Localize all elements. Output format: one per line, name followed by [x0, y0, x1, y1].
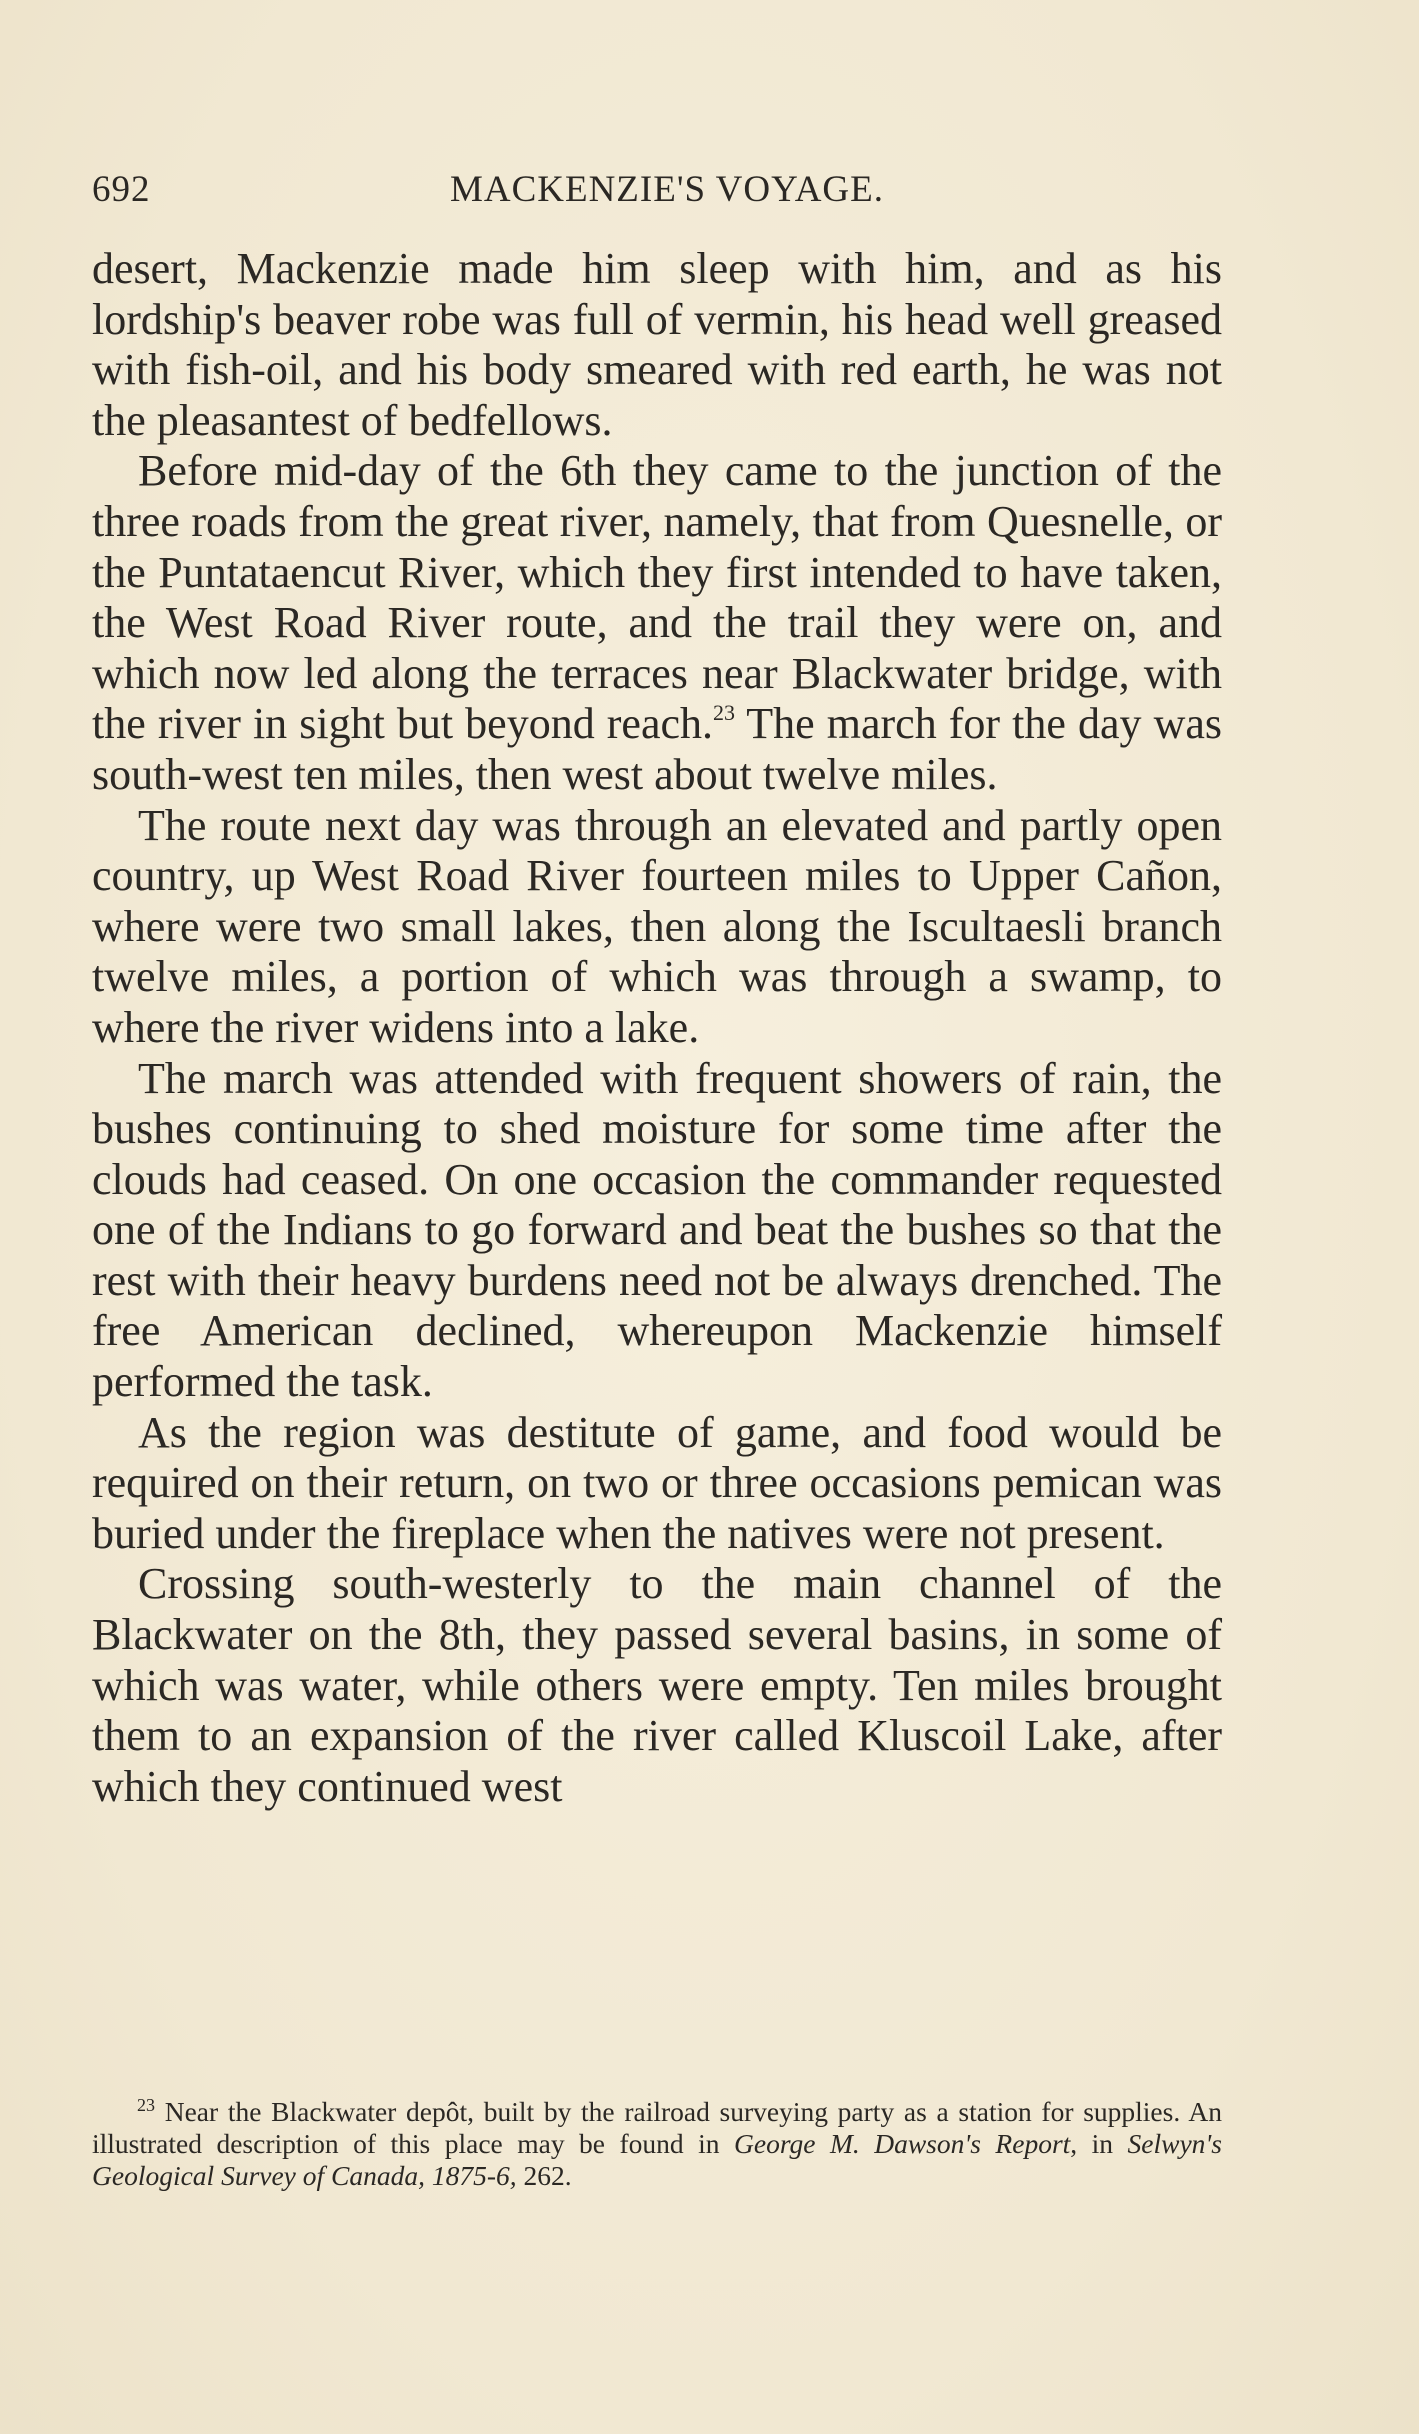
paragraph-text: As the region was destitute of game, and food would be required on their return, on two or three occasions pemican was buried under the fireplace when the natives were not present. — [92, 1407, 1222, 1558]
footnote-text: 262. — [516, 2160, 572, 2191]
page-header — [92, 168, 1222, 208]
paragraph — [92, 1054, 1222, 1408]
paragraph-text: Crossing south-westerly to the main channel of the Blackwater on the 8th, they passed several basins, in some of which was water, while others were empty. Ten miles brought them to an expansion of the river called Kluscoil Lake, after which they continued west — [92, 1559, 1222, 1811]
footnote-citation-author: George M. Dawson's Report — [734, 2128, 1071, 2159]
paragraph — [92, 1408, 1222, 1560]
paragraph — [92, 1559, 1222, 1812]
paragraph-text: The march was attended with frequent showers of rain, the bushes continuing to shed moisture for some time after the clouds had ceased. On one occasion the commander requested one of the Indians to go forward and beat the bushes so that the rest with their heavy burdens need not be always drenched. The free American declined, whereupon Mackenzie himself performed the task. — [92, 1053, 1222, 1407]
paragraph — [92, 801, 1222, 1054]
running-head: MACKENZIE'S VOYAGE. — [449, 169, 885, 210]
paragraph — [92, 244, 1222, 446]
paragraph-text: Before mid-day of the 6th they came to the junction of the three roads from the great river, namely, that from Quesnelle, or the Puntataencut River, which they first intended to have taken, the West Road River route, and the trail they were on, and which now led along the terraces near Blackwater bridge, with the river in sight but beyond reach. — [92, 446, 1222, 749]
footnote-text: , in — [1070, 2128, 1128, 2159]
paragraph-text: desert, Mackenzie made him sleep with him, and as his lordship's beaver robe was full of vermin, his head well greased with fish-oil, and his body smeared with red earth, he was not the pleasantest of bedfellows. — [92, 244, 1222, 445]
footnote-number: 23 — [137, 2095, 155, 2115]
footnote-reference[interactable]: 23 — [713, 700, 736, 726]
paragraph-text: The march for the day was south-west ten miles, then west about twelve miles. — [92, 699, 1223, 799]
footnote — [92, 2096, 1222, 2192]
paragraph — [92, 446, 1222, 800]
body-text — [92, 244, 1222, 1812]
footnote-text: Near the Blackwater depôt, built by the railroad surveying party as a station for supplies. An illustrated description of this place may be found in — [92, 2096, 1223, 2159]
page-number: 692 — [92, 169, 151, 210]
paragraph-text: The route next day was through an elevated and partly open country, up West Road River fourteen miles to Upper Cañon, where were two small lakes, then along the Iscultaesli branch twelve miles, a portion of which was through a swamp, to where the river widens into a lake. — [92, 800, 1222, 1052]
footnote-citation-title: Selwyn's Geological Survey of Canada, 1875-6, — [92, 2128, 1222, 2191]
footnote-paragraph — [92, 2096, 1222, 2192]
